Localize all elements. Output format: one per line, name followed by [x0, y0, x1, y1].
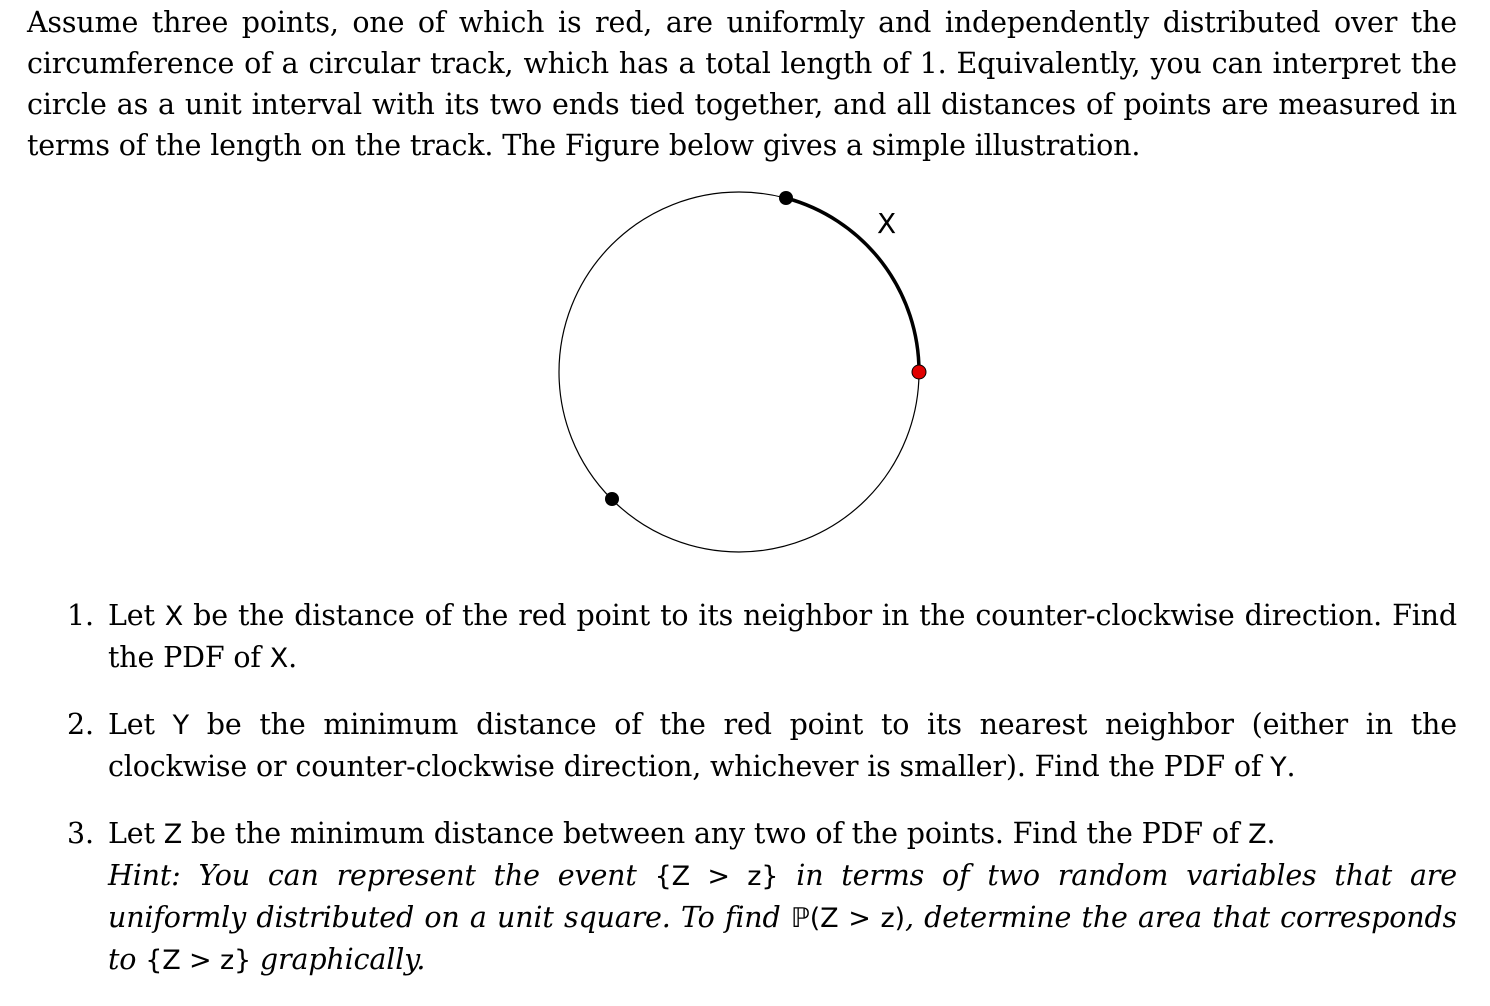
problem-3	[67, 813, 1457, 981]
problem-number: 3.	[67, 817, 94, 850]
arc-x	[786, 198, 919, 372]
problem-text: Let Y be the minimum distance of the red point to its nearest neighbor (either in the clockwise or counter-clockwise direction, whichever is smaller). Find the PDF of Y.	[108, 708, 1457, 783]
intro-paragraph: Assume three points, one of which is red, are uniformly and independently distributed over the circumference of a circular track, which has a total length of 1. Equivalently, you can interpret the circle as a unit interval with its two ends tied together, and all distances of points are measured in terms of the length on the track. The Figure below gives a simple illustration.	[27, 6, 1457, 162]
problem-1	[67, 595, 1457, 679]
black-point-bottom-left	[605, 492, 619, 506]
black-point-top	[779, 191, 793, 205]
arc-label-x: X	[877, 207, 897, 240]
problem-number: 1.	[67, 599, 94, 632]
problem-list	[67, 595, 1457, 1006]
red-point	[912, 365, 926, 379]
problem-number: 2.	[67, 708, 94, 741]
hint-text: Hint: You can represent the event {Z > z} in terms of two random variables that are uniformly distributed on a unit square. To find ℙ(Z > z), determine the area that corresponds to {Z > z} graphically.	[108, 859, 1458, 976]
problem-2	[67, 704, 1457, 788]
problem-text: Let X be the distance of the red point to its neighbor in the counter-clockwise direction. Find the PDF of X.	[108, 599, 1457, 674]
problem-text: Let Z be the minimum distance between any two of the points. Find the PDF of Z.	[108, 817, 1276, 850]
